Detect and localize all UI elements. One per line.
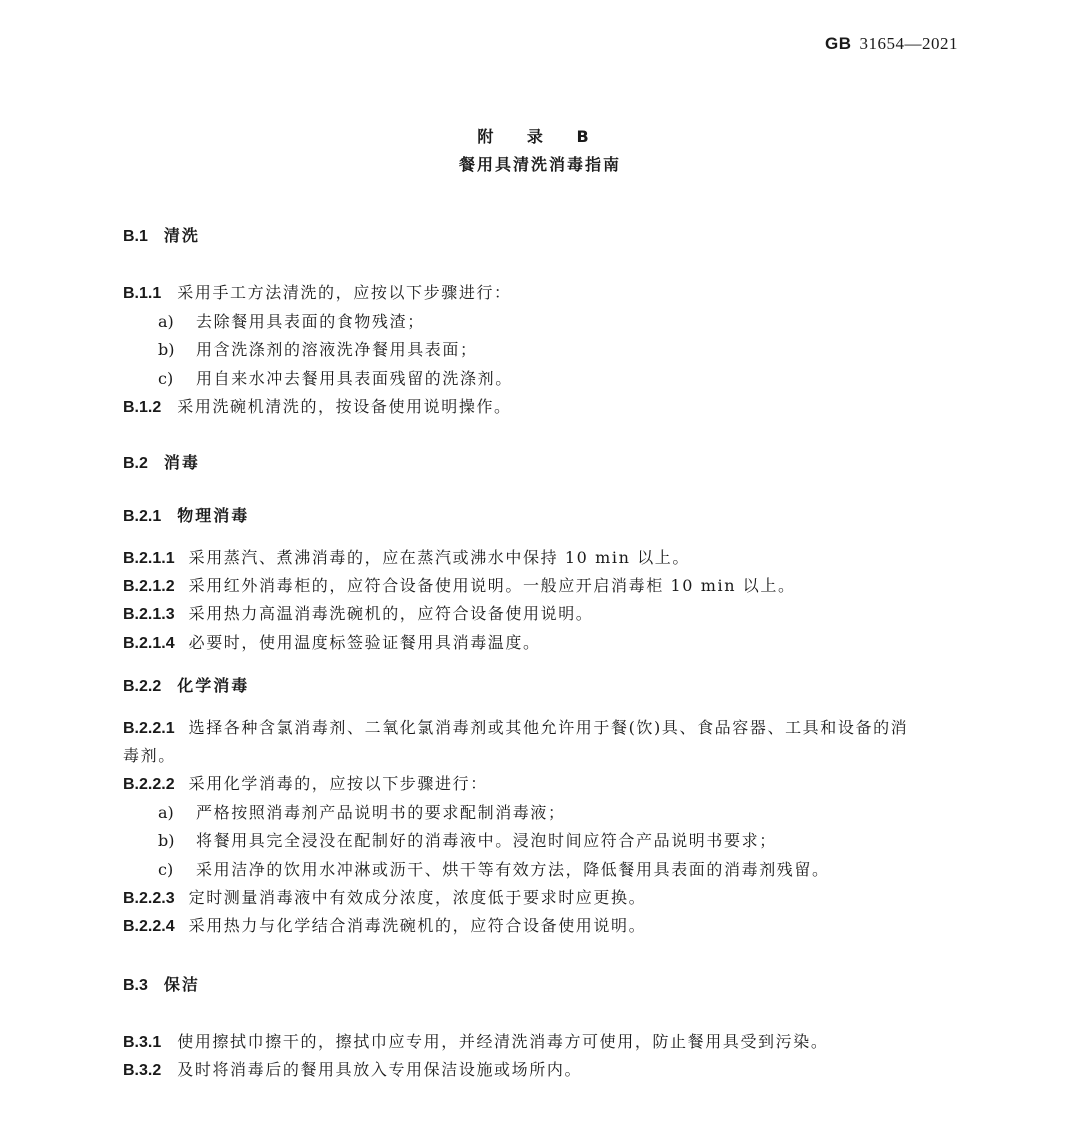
clause-b2-1-2: B.2.1.2 采用红外消毒柜的，应符合设备使用说明。一般应开启消毒柜 10 min 以上。 xyxy=(123,576,796,595)
standard-number: 31654—2021 xyxy=(859,34,958,53)
list-item-b2-2-2-b: b) 将餐用具完全浸没在配制好的消毒液中。浸泡时间应符合产品说明书要求； xyxy=(158,831,777,850)
list-item-b2-2-2-c: c) 采用洁净的饮用水冲淋或沥干、烘干等有效方法，降低餐用具表面的消毒剂残留。 xyxy=(158,860,830,879)
clause-b1-1: B.1.1 采用手工方法清洗的，应按以下步骤进行： xyxy=(123,283,512,302)
section-heading-b2: B.2 消毒 xyxy=(123,453,200,472)
clause-b2-2-1: B.2.2.1 选择各种含氯消毒剂、二氧化氯消毒剂或其他允许用于餐(饮)具、食品容器、工具和设备的消 xyxy=(123,718,909,737)
standard-prefix: GB xyxy=(825,34,852,53)
clause-b3-1: B.3.1 使用擦拭巾擦干的，擦拭巾应专用，并经清洗消毒方可使用，防止餐用具受到污染。 xyxy=(123,1032,829,1051)
section-heading-b3: B.3 保洁 xyxy=(123,975,200,994)
clause-b2-2-3: B.2.2.3 定时测量消毒液中有效成分浓度，浓度低于要求时应更换。 xyxy=(123,888,647,907)
list-item-b1-1-c: c) 用自来水冲去餐用具表面残留的洗涤剂。 xyxy=(158,369,513,388)
list-item-b1-1-b: b) 用含洗涤剂的溶液洗净餐用具表面； xyxy=(158,340,478,359)
clause-b2-2-4: B.2.2.4 采用热力与化学结合消毒洗碗机的，应符合设备使用说明。 xyxy=(123,916,647,935)
annex-title: 餐用具清洗消毒指南 xyxy=(458,155,621,174)
subsection-heading-b2-1: B.2.1 物理消毒 xyxy=(123,506,250,525)
list-item-b1-1-a: a) 去除餐用具表面的食物残渣； xyxy=(158,312,425,331)
list-item-b2-2-2-a: a) 严格按照消毒剂产品说明书的要求配制消毒液； xyxy=(158,803,566,822)
subsection-heading-b2-2: B.2.2 化学消毒 xyxy=(123,676,250,695)
clause-b2-1-4: B.2.1.4 必要时，使用温度标签验证餐用具消毒温度。 xyxy=(123,633,541,652)
clause-b2-1-3: B.2.1.3 采用热力高温消毒洗碗机的，应符合设备使用说明。 xyxy=(123,604,594,623)
clause-b3-2: B.3.2 及时将消毒后的餐用具放入专用保洁设施或场所内。 xyxy=(123,1060,583,1079)
clause-b2-2-1-continuation: 毒剂。 xyxy=(123,746,176,765)
standard-code xyxy=(825,34,958,54)
clause-b1-2: B.1.2 采用洗碗机清洗的，按设备使用说明操作。 xyxy=(123,397,512,416)
section-heading-b1: B.1 清洗 xyxy=(123,226,200,245)
annex-label: 附 录 B xyxy=(477,127,603,146)
clause-b2-2-2: B.2.2.2 采用化学消毒的，应按以下步骤进行： xyxy=(123,774,488,793)
clause-b2-1-1: B.2.1.1 采用蒸汽、煮沸消毒的，应在蒸汽或沸水中保持 10 min 以上。 xyxy=(123,548,691,567)
